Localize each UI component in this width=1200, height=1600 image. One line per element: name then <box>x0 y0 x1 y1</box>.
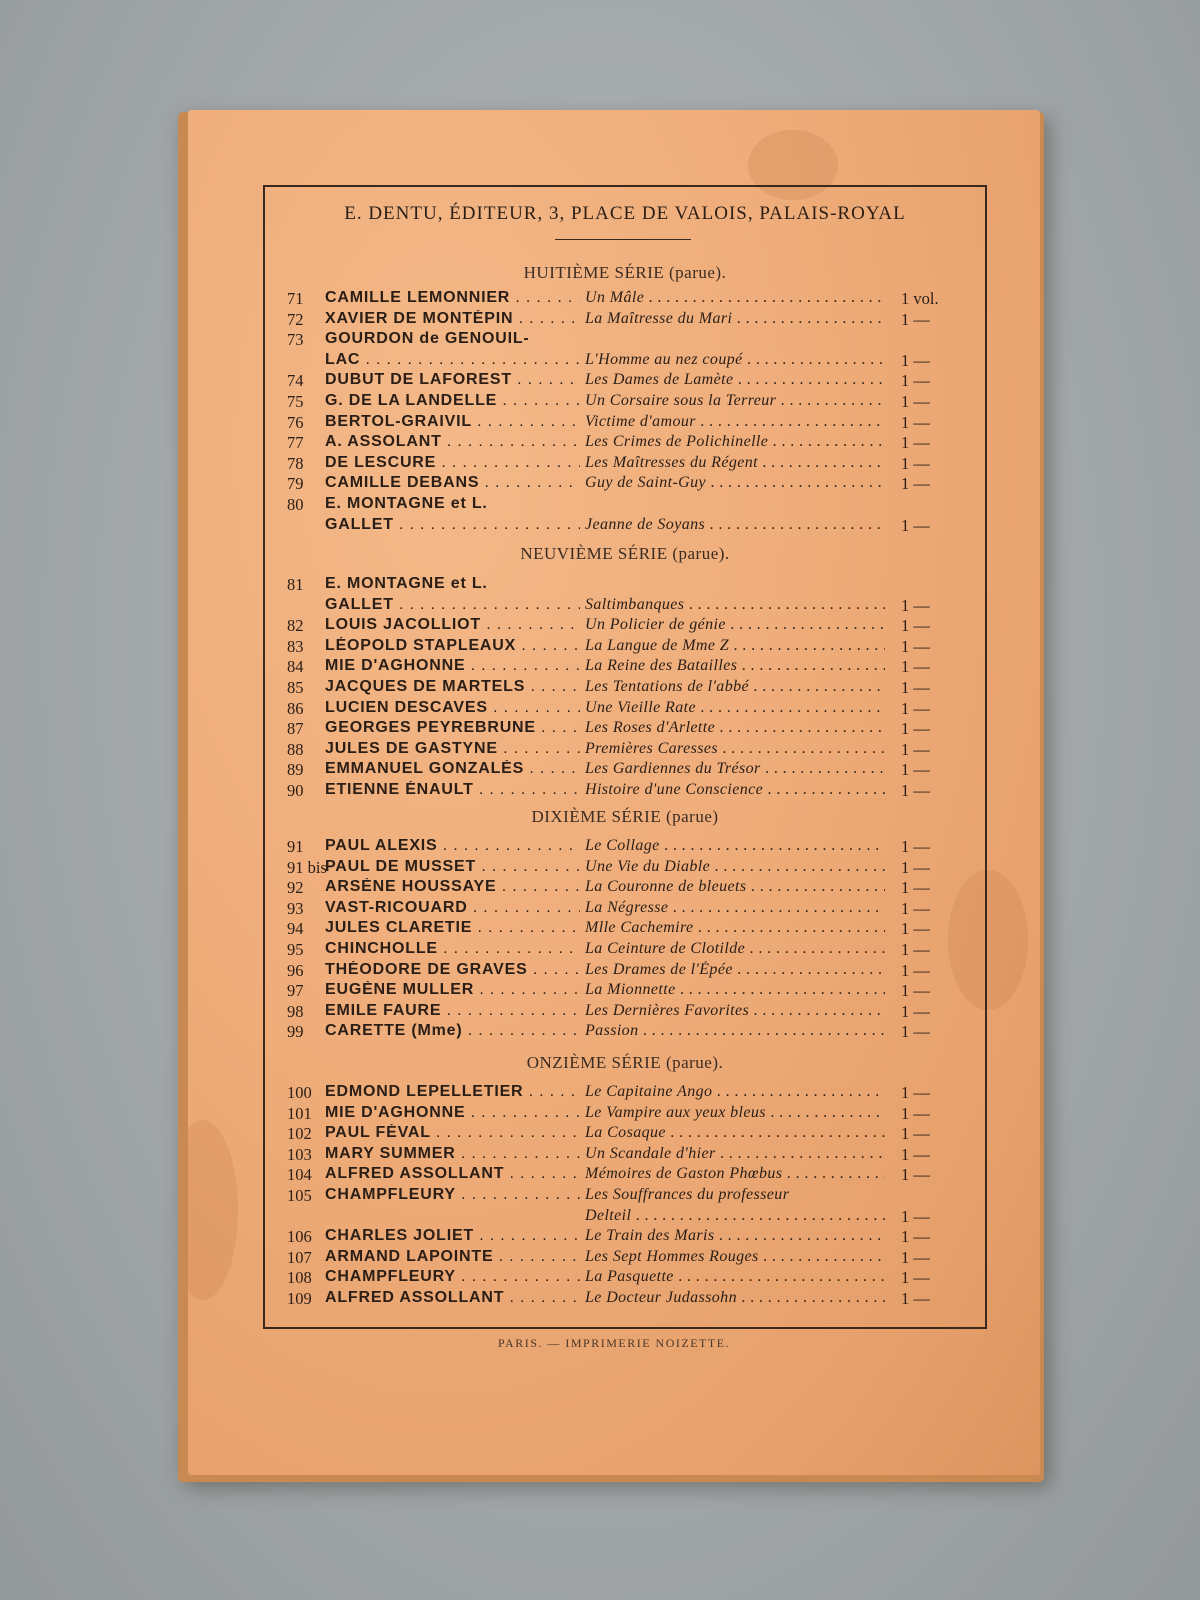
entry-title: Une Vieille Rate . . . <box>585 699 885 717</box>
printer-imprint: PARIS. — IMPRIMERIE NOIZETTE. <box>497 1336 731 1350</box>
entry-author: MIE D'AGHONNE . . . <box>325 657 580 675</box>
entry-number: 87 <box>287 719 304 739</box>
entry-author: MIE D'AGHONNE . . . <box>325 1104 580 1122</box>
entry-number: 82 <box>287 616 304 636</box>
catalogue-entry <box>265 858 985 878</box>
catalogue-entry <box>265 1083 985 1103</box>
entry-author: GALLET . . . <box>325 596 580 614</box>
entry-author: CHINCHOLLE . . . <box>325 940 580 958</box>
catalogue-entry <box>265 474 985 494</box>
entry-volumes: 1 — <box>901 1289 930 1308</box>
catalogue-entry <box>265 1145 985 1165</box>
entry-volumes: 1 — <box>901 1227 930 1247</box>
entry-title: La Reine des Batailles . . . <box>585 657 885 675</box>
catalogue-entry <box>265 837 985 857</box>
catalogue-entry <box>265 413 985 433</box>
entry-volumes: 1 — <box>901 739 930 759</box>
entry-number: 105 <box>287 1186 312 1205</box>
entry-author: JULES CLARETIE . . . <box>325 919 580 937</box>
entry-volumes: 1 — <box>901 1268 930 1288</box>
entry-number: 93 <box>287 898 304 918</box>
entry-volumes: 1 — <box>901 412 930 432</box>
catalogue-entry <box>265 760 985 780</box>
entry-title: Les Roses d'Arlette . . . <box>585 719 885 737</box>
entry-number: 72 <box>287 309 304 329</box>
catalogue-entry <box>265 310 985 330</box>
entry-title: La Ceinture de Clotilde . . . <box>585 940 885 958</box>
entry-author: VAST-RICOUARD . . . <box>325 899 580 917</box>
entry-author: LAC . . . <box>325 351 580 369</box>
entry-title: Mémoires de Gaston Phœbus . . . <box>585 1165 885 1183</box>
entry-author: GEORGES PEYREBRUNE . . . <box>325 719 580 737</box>
entry-number: 88 <box>287 739 304 759</box>
entry-volumes: 1 — <box>901 474 930 494</box>
entry-title: Les Drames de l'Épée . . . <box>585 961 885 979</box>
entry-number: 108 <box>287 1268 312 1288</box>
catalogue-entry <box>265 1268 985 1288</box>
catalogue-entry <box>265 454 985 474</box>
entry-volumes: 1 — <box>901 616 930 636</box>
entry-author: CHAMPFLEURY . . . <box>325 1268 580 1286</box>
entry-author: DUBUT DE LAFOREST . . . <box>325 371 580 389</box>
catalogue-entry <box>265 981 985 1001</box>
entry-title: Un Mâle . . . <box>585 289 885 307</box>
catalogue-entry <box>265 330 985 350</box>
entry-volumes: 1 — <box>901 919 930 939</box>
entry-volumes: 1 — <box>901 1144 930 1164</box>
entry-title: Le Docteur Judassohn . . . <box>585 1289 885 1307</box>
entry-author: GOURDON de GENOUIL- <box>325 330 530 348</box>
entry-author: PAUL FÉVAL . . . <box>325 1124 580 1142</box>
catalogue-entry <box>265 433 985 453</box>
entry-author: EMILE FAURE . . . <box>325 1002 580 1020</box>
catalogue-entry <box>265 1002 985 1022</box>
entry-volumes: 1 — <box>901 1001 930 1021</box>
entry-title: Un Corsaire sous la Terreur . . . <box>585 392 885 410</box>
catalogue-entry <box>265 1248 985 1268</box>
catalogue-entry <box>265 1186 985 1206</box>
entry-number: 91 bis <box>287 857 327 877</box>
entry-title: Le Vampire aux yeux bleus . . . <box>585 1104 885 1122</box>
entry-title: Un Policier de génie . . . <box>585 616 885 634</box>
entry-number: 107 <box>287 1247 312 1267</box>
catalogue-entry <box>265 371 985 391</box>
entry-number: 96 <box>287 960 304 980</box>
entry-number: 86 <box>287 698 304 718</box>
catalogue-entry <box>265 596 985 616</box>
catalogue-entry <box>265 1022 985 1042</box>
entry-number: 103 <box>287 1144 312 1164</box>
entry-volumes: 1 — <box>901 350 930 370</box>
entry-author: CARETTE (Mme) . . . <box>325 1022 580 1040</box>
entry-volumes: 1 — <box>901 309 930 329</box>
entry-title: Saltimbanques . . . <box>585 596 885 614</box>
entry-title: Histoire d'une Conscience . . . <box>585 781 885 799</box>
entry-title: Un Scandale d'hier . . . <box>585 1145 885 1163</box>
entry-number: 102 <box>287 1124 312 1144</box>
entry-title: La Couronne de bleuets . . . <box>585 878 885 896</box>
entry-number: 79 <box>287 474 304 494</box>
entry-title: Guy de Saint-Guy . . . <box>585 474 885 492</box>
entry-number: 71 <box>287 289 304 308</box>
entry-number: 73 <box>287 330 304 350</box>
entry-author: JACQUES DE MARTELS . . . <box>325 678 580 696</box>
catalogue-entry <box>265 657 985 677</box>
entry-title: La Cosaque . . . <box>585 1124 885 1142</box>
entry-title: Les Gardiennes du Trésor . . . <box>585 760 885 778</box>
entry-number: 85 <box>287 678 304 697</box>
entry-title: Les Dames de Lamète . . . <box>585 371 885 389</box>
entry-author: ALFRED ASSOLLANT . . . <box>325 1165 580 1183</box>
entry-title: Le Train des Maris . . . <box>585 1227 885 1245</box>
entry-volumes: 1 — <box>901 781 930 800</box>
catalogue-entry <box>265 351 985 371</box>
entry-number: 83 <box>287 636 304 656</box>
entry-title: Passion . . . <box>585 1022 885 1040</box>
entry-title: Les Crimes de Polichinelle . . . <box>585 433 885 451</box>
back-cover <box>188 110 1040 1475</box>
entry-author: A. ASSOLANT . . . <box>325 433 580 451</box>
entry-title: Une Vie du Diable . . . <box>585 858 885 876</box>
entry-author: THÉODORE DE GRAVES . . . <box>325 961 580 979</box>
entry-number: 74 <box>287 371 304 391</box>
entry-author: GALLET . . . <box>325 516 580 534</box>
series-heading: HUITIÈME SÉRIE (parue). <box>523 263 727 282</box>
entry-author: PAUL ALEXIS . . . <box>325 837 580 855</box>
catalogue-entry <box>265 1207 985 1227</box>
catalogue-entry <box>265 637 985 657</box>
entry-volumes: 1 — <box>901 1083 930 1102</box>
catalogue-entry <box>265 781 985 801</box>
entry-title: Le Capitaine Ango . . . <box>585 1083 885 1101</box>
entry-author: JULES DE GASTYNE . . . <box>325 740 580 758</box>
entry-number: 89 <box>287 760 304 780</box>
entry-author: XAVIER DE MONTÉPIN . . . <box>325 310 580 328</box>
entry-volumes: 1 — <box>901 678 930 697</box>
entry-volumes: 1 vol. <box>901 289 939 308</box>
entry-title: La Maîtresse du Mari . . . <box>585 310 885 328</box>
entry-volumes: 1 — <box>901 760 930 780</box>
entry-number: 97 <box>287 981 304 1001</box>
entry-number: 104 <box>287 1165 312 1185</box>
entry-volumes: 1 — <box>901 940 930 959</box>
entry-volumes: 1 — <box>901 657 930 677</box>
entry-author: EUGÈNE MULLER . . . <box>325 981 580 999</box>
catalogue-entry <box>265 1124 985 1144</box>
catalogue-entry <box>265 740 985 760</box>
entry-number: 77 <box>287 433 304 453</box>
catalogue-entry <box>265 516 985 536</box>
entry-title: Les Tentations de l'abbé . . . <box>585 678 885 696</box>
catalogue-entry <box>265 495 985 515</box>
catalogue-entry <box>265 392 985 412</box>
catalogue-entry <box>265 1289 985 1309</box>
entry-author: LUCIEN DESCAVES . . . <box>325 699 580 717</box>
entry-number: 101 <box>287 1103 312 1123</box>
entry-number: 90 <box>287 781 304 800</box>
entry-title: Les Souffrances du professeur <box>585 1186 790 1203</box>
catalogue-entry <box>265 719 985 739</box>
entry-author: MARY SUMMER . . . <box>325 1145 580 1163</box>
entry-volumes: 1 — <box>901 837 930 856</box>
entry-title: Le Collage . . . <box>585 837 885 855</box>
catalogue-entry <box>265 1165 985 1185</box>
entry-author: EDMOND LEPELLETIER . . . <box>325 1083 580 1101</box>
entry-volumes: 1 — <box>901 636 930 656</box>
header-rule <box>555 239 691 240</box>
publisher-line: E. DENTU, ÉDITEUR, 3, PLACE DE VALOIS, PALAIS-ROYAL <box>344 203 906 224</box>
catalogue-frame <box>263 185 987 1329</box>
entry-title: Jeanne de Soyans . . . <box>585 516 885 534</box>
entry-volumes: 1 — <box>901 515 930 535</box>
entry-number: 76 <box>287 412 304 432</box>
catalogue-entry <box>265 940 985 960</box>
entry-volumes: 1 — <box>901 595 930 615</box>
series-heading: NEUVIÈME SÉRIE (parue). <box>520 544 730 563</box>
entry-volumes: 1 — <box>901 1022 930 1042</box>
series-heading: DIXIÈME SÉRIE (parue) <box>531 807 719 826</box>
entry-author: G. DE LA LANDELLE . . . <box>325 392 580 410</box>
entry-number: 78 <box>287 453 304 473</box>
entry-volumes: 1 — <box>901 1165 930 1185</box>
entry-volumes: 1 — <box>901 698 930 718</box>
catalogue-entry <box>265 1227 985 1247</box>
entry-title: Victime d'amour . . . <box>585 413 885 431</box>
entry-volumes: 1 — <box>901 371 930 391</box>
entry-volumes: 1 — <box>901 1124 930 1144</box>
catalogue-entry <box>265 575 985 595</box>
entry-volumes: 1 — <box>901 878 930 898</box>
entry-title: La Mionnette . . . <box>585 981 885 999</box>
catalogue-entry <box>265 961 985 981</box>
catalogue-entry <box>265 289 985 309</box>
catalogue-entry <box>265 616 985 636</box>
stain <box>188 1120 238 1300</box>
entry-number: 95 <box>287 940 304 959</box>
entry-author: BERTOL-GRAIVIL . . . <box>325 413 580 431</box>
entry-author: CHARLES JOLIET . . . <box>325 1227 580 1245</box>
entry-author: ARMAND LAPOINTE . . . <box>325 1248 580 1266</box>
entry-author: EMMANUEL GONZALÈS . . . <box>325 760 580 778</box>
entry-number: 109 <box>287 1289 312 1308</box>
entry-title: Mlle Cachemire . . . <box>585 919 885 937</box>
entry-number: 84 <box>287 657 304 677</box>
catalogue-entry <box>265 699 985 719</box>
entry-volumes: 1 — <box>901 1206 930 1226</box>
entry-title: Premières Caresses . . . <box>585 740 885 758</box>
entry-title: La Pasquette . . . <box>585 1268 885 1286</box>
entry-title: Les Maîtresses du Régent . . . <box>585 454 885 472</box>
entry-volumes: 1 — <box>901 981 930 1001</box>
entry-number: 100 <box>287 1083 312 1102</box>
entry-volumes: 1 — <box>901 433 930 453</box>
entry-volumes: 1 — <box>901 898 930 918</box>
entry-author: CAMILLE DEBANS . . . <box>325 474 580 492</box>
entry-author: E. MONTAGNE et L. <box>325 495 488 512</box>
entry-title: Les Sept Hommes Rouges . . . <box>585 1248 885 1266</box>
entry-number: 75 <box>287 392 304 411</box>
entry-number: 92 <box>287 878 304 898</box>
entry-author: ARSÈNE HOUSSAYE . . . <box>325 878 580 896</box>
entry-author: LOUIS JACOLLIOT . . . <box>325 616 580 634</box>
entry-volumes: 1 — <box>901 960 930 980</box>
entry-author: DE LESCURE . . . <box>325 454 580 472</box>
entry-title: L'Homme au nez coupé . . . <box>585 351 885 369</box>
entry-author: CHAMPFLEURY . . . <box>325 1186 580 1204</box>
entry-volumes: 1 — <box>901 392 930 411</box>
entry-volumes: 1 — <box>901 1103 930 1123</box>
entry-title: La Négresse . . . <box>585 899 885 917</box>
entry-title: Les Dernières Favorites . . . <box>585 1002 885 1020</box>
entry-author: E. MONTAGNE et L. <box>325 575 488 592</box>
entry-number: 94 <box>287 919 304 939</box>
entry-volumes: 1 — <box>901 1247 930 1267</box>
catalogue-entry <box>265 899 985 919</box>
entry-number: 106 <box>287 1227 312 1247</box>
catalogue-entry <box>265 678 985 698</box>
entry-author: PAUL DE MUSSET . . . <box>325 858 580 876</box>
entry-number: 81 <box>287 575 304 594</box>
entry-volumes: 1 — <box>901 719 930 739</box>
entry-author: LÉOPOLD STAPLEAUX . . . <box>325 637 580 655</box>
series-heading: ONZIÈME SÉRIE (parue). <box>526 1053 724 1072</box>
entry-author: CAMILLE LEMONNIER . . . <box>325 289 580 307</box>
entry-number: 98 <box>287 1001 304 1021</box>
catalogue-entry <box>265 878 985 898</box>
entry-number: 80 <box>287 495 304 514</box>
entry-title: Delteil . . . <box>585 1207 885 1225</box>
entry-number: 91 <box>287 837 304 856</box>
catalogue-entry <box>265 919 985 939</box>
entry-author: ALFRED ASSOLLANT . . . <box>325 1289 580 1307</box>
entry-number: 99 <box>287 1022 304 1042</box>
catalogue-entry <box>265 1104 985 1124</box>
entry-volumes: 1 — <box>901 453 930 473</box>
entry-title: La Langue de Mme Z . . . <box>585 637 885 655</box>
entry-volumes: 1 — <box>901 857 930 877</box>
entry-author: ETIENNE ÉNAULT . . . <box>325 781 580 799</box>
